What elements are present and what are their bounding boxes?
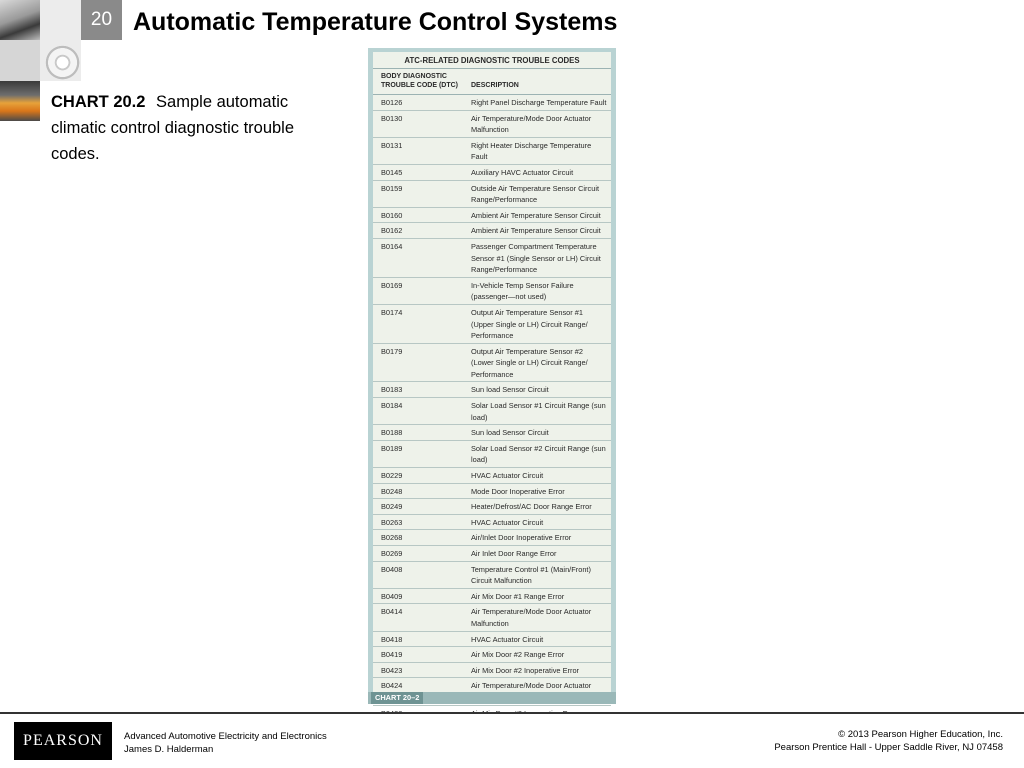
- dtc-description: Air/Inlet Door Inoperative Error: [471, 533, 572, 543]
- chapter-number: 20: [81, 0, 122, 40]
- wheel-rim-thumbnail: [40, 40, 81, 81]
- dtc-code: B0408: [381, 564, 403, 574]
- table-row: [373, 562, 611, 589]
- table-row: [373, 499, 611, 515]
- dtc-code: B0169: [381, 280, 403, 290]
- table-row: [373, 278, 611, 305]
- table-row: [373, 530, 611, 546]
- table-row: [373, 663, 611, 679]
- dtc-code: B0268: [381, 533, 403, 543]
- dtc-description: Passenger Compartment Temperature Sensor #1 (Single Sensor or LH) Circuit Range/Performance: [471, 241, 601, 275]
- dtc-description: Air Mix Door #2 Inoperative Error: [471, 665, 580, 675]
- dtc-code: B0423: [381, 665, 403, 675]
- table-row: [373, 441, 611, 468]
- decorative-tile: [40, 0, 81, 40]
- dtc-code: B0409: [381, 591, 403, 601]
- dtc-code: B0419: [381, 650, 403, 660]
- table-row: [373, 305, 611, 344]
- dtc-description: Temperature Control #1 (Main/Front) Circuit Malfunction: [471, 564, 591, 586]
- dtc-chart-image: [368, 48, 616, 704]
- table-heading: ATC-RELATED DIAGNOSTIC TROUBLE CODES: [373, 52, 611, 69]
- dtc-code: B0418: [381, 634, 403, 644]
- dtc-description: Auxiliary HAVC Actuator Circuit: [471, 167, 574, 177]
- caption-text: Sample automatic climatic control diagnostic trouble codes.: [51, 93, 295, 163]
- table-row: [373, 165, 611, 181]
- chart-id: CHART 20.2: [51, 93, 146, 111]
- dtc-description: Air Temperature/Mode Door Actuator: [471, 681, 592, 691]
- dtc-description: Right Panel Discharge Temperature Fault: [471, 98, 607, 107]
- table-row: [373, 589, 611, 605]
- table-row: [373, 208, 611, 224]
- dtc-description: Mode Door Inoperative Error: [471, 486, 565, 496]
- dtc-code: B0269: [381, 549, 403, 558]
- table-row: [373, 425, 611, 441]
- table-body: [373, 95, 611, 721]
- dtc-description: Output Air Temperature Sensor #2 (Lower Single or LH) Circuit Range/ Performance: [471, 346, 588, 379]
- dtc-code: B0263: [381, 517, 403, 527]
- dtc-code: B0174: [381, 307, 403, 317]
- chart-label: CHART 20–2: [371, 692, 423, 704]
- dtc-code: B0164: [381, 241, 403, 251]
- dtc-description: In-Vehicle Temp Sensor Failure (passenger—not used): [471, 280, 574, 302]
- copyright-text: © 2013 Pearson Higher Education, Inc.: [838, 729, 1003, 740]
- table-row: [373, 632, 611, 648]
- dtc-description: Right Heater Discharge Temperature Fault: [471, 140, 592, 162]
- car-photo-thumbnail: [0, 0, 40, 40]
- column-header-code: BODY DIAGNOSTIC TROUBLE CODE (DTC): [381, 73, 458, 89]
- dtc-code: B0183: [381, 385, 403, 395]
- book-title: Advanced Automotive Electricity and Electronics: [124, 731, 327, 742]
- table-row: [373, 239, 611, 278]
- footer-book-info: [124, 730, 327, 756]
- decorative-tile: [0, 40, 40, 81]
- dtc-description: Air Mix Door #2 Range Error: [471, 650, 565, 660]
- dtc-description: HVAC Actuator Circuit: [471, 517, 544, 527]
- dtc-description: Ambient Air Temperature Sensor Circuit: [471, 226, 601, 236]
- dtc-description: Heater/Defrost/AC Door Range Error: [471, 502, 592, 512]
- table-row: [373, 223, 611, 239]
- dtc-code: B0184: [381, 401, 403, 411]
- table-row: [373, 344, 611, 383]
- dtc-code: B0248: [381, 486, 403, 496]
- dtc-code: B0160: [381, 210, 403, 220]
- dtc-description: Output Air Temperature Sensor #1 (Upper Single or LH) Circuit Range/ Performance: [471, 307, 588, 341]
- dtc-code: B0414: [381, 607, 403, 617]
- dtc-code: B0131: [381, 140, 403, 150]
- dtc-description: Air Inlet Door Range Error: [471, 549, 557, 558]
- dtc-description: Sun load Sensor Circuit: [471, 385, 549, 395]
- table-row: [373, 468, 611, 484]
- author: James D. Halderman: [124, 744, 214, 755]
- dtc-code: B0159: [381, 183, 403, 193]
- dtc-code: B0126: [381, 98, 403, 107]
- sports-car-thumbnail: [0, 81, 40, 121]
- dtc-code: B0249: [381, 502, 403, 512]
- dtc-code: B0229: [381, 471, 403, 481]
- chart-label-bar: [368, 692, 616, 704]
- dtc-code: B0188: [381, 428, 403, 438]
- dtc-code: B0424: [381, 681, 403, 691]
- dtc-description: Solar Load Sensor #1 Circuit Range (sun load): [471, 401, 606, 422]
- publisher-text: Pearson Prentice Hall - Upper Saddle River, NJ 07458: [774, 742, 1003, 753]
- dtc-description: Ambient Air Temperature Sensor Circuit: [471, 210, 601, 220]
- pearson-logo: PEARSON: [14, 722, 112, 760]
- dtc-code: B0162: [381, 226, 403, 236]
- table-row: [373, 181, 611, 208]
- table-row: [373, 95, 611, 111]
- dtc-description: Air Temperature/Mode Door Actuator Malfunction: [471, 113, 592, 135]
- dtc-code: B0189: [381, 443, 403, 453]
- dtc-code: B0179: [381, 346, 403, 356]
- column-header-description: DESCRIPTION: [471, 82, 519, 89]
- dtc-description: Outside Air Temperature Sensor Circuit Range/Performance: [471, 183, 600, 205]
- dtc-code: B0130: [381, 113, 403, 123]
- table-row: [373, 647, 611, 663]
- table-row: [373, 111, 611, 138]
- table-row: [373, 546, 611, 562]
- dtc-description: HVAC Actuator Circuit: [471, 471, 544, 481]
- table-row: [373, 515, 611, 531]
- table-row: [373, 138, 611, 165]
- dtc-description: Solar Load Sensor #2 Circuit Range (sun load): [471, 443, 606, 465]
- slide-title: Automatic Temperature Control Systems: [133, 8, 618, 36]
- chart-caption: [51, 89, 341, 167]
- table-row: [373, 604, 611, 631]
- table-row: [373, 398, 611, 425]
- dtc-description: HVAC Actuator Circuit: [471, 634, 544, 644]
- dtc-description: Sun load Sensor Circuit: [471, 428, 549, 438]
- table-header-row: [373, 69, 611, 95]
- table-row: [373, 484, 611, 500]
- dtc-description: Air Temperature/Mode Door Actuator Malfunction: [471, 607, 592, 628]
- dtc-table: [373, 52, 611, 700]
- footer-copyright: [774, 728, 1003, 754]
- dtc-description: Air Mix Door #1 Range Error: [471, 591, 565, 601]
- dtc-code: B0145: [381, 167, 403, 177]
- table-row: [373, 382, 611, 398]
